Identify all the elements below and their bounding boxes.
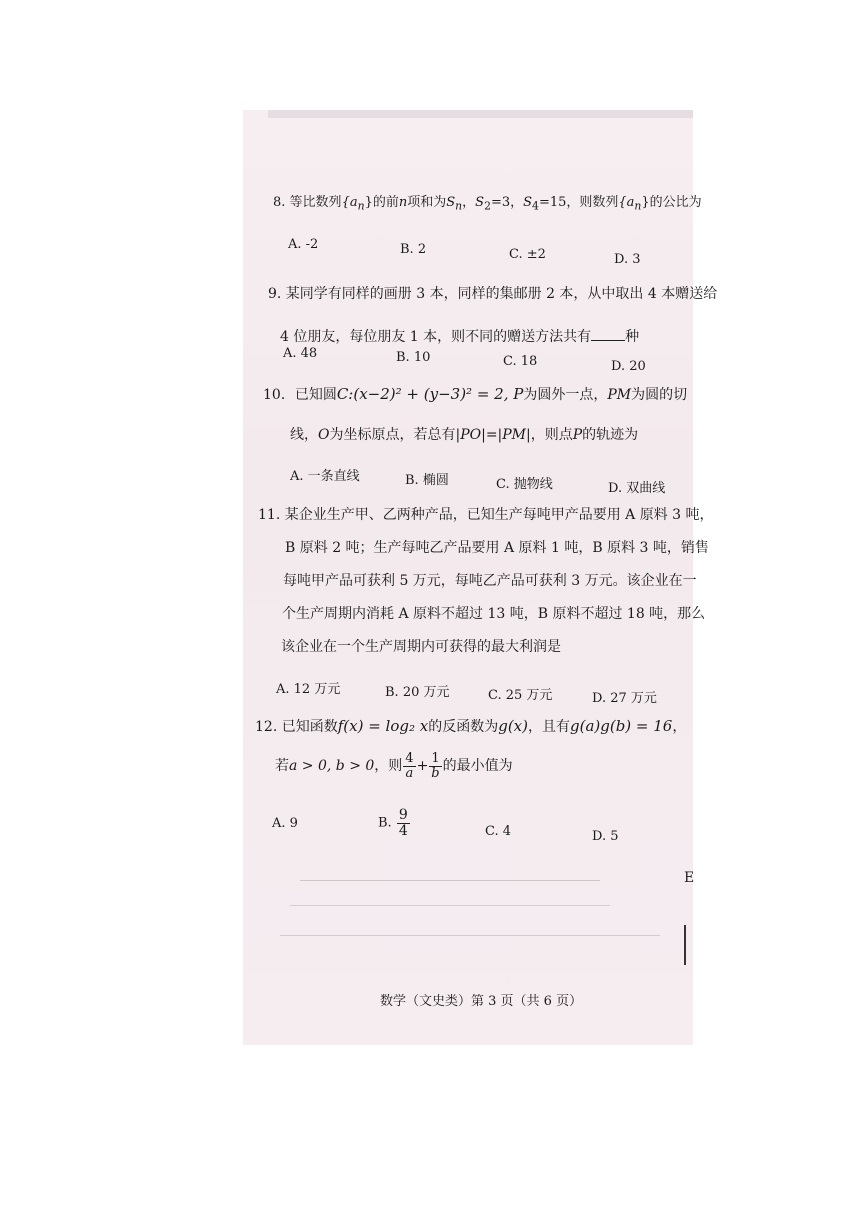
q11-option-b: B. 20 万元 [385, 685, 450, 700]
q9-line-1: 9. 某同学有同样的画册 3 本，同样的集邮册 2 本，从中取出 4 本赠送给 [268, 286, 718, 302]
edge-line [684, 925, 686, 965]
q8-stem: 8. 等比数列$\{a_n\}$的前n项和为$S_n$，$S_2=3$，$S_4=15$，则数列$\{a_n\}$的公比为 [273, 195, 702, 213]
q11-line-3: 每吨甲产品可获利 5 万元，每吨乙产品可获利 3 万元。该企业在一 [283, 573, 697, 589]
bleed-through-lines [280, 935, 660, 936]
q8-option-d: D. 3 [614, 252, 641, 267]
q10-line-1: 10．已知圆C:(x−2)² + (y−3)² = 2, P为圆外一点，PM为圆的切 [263, 385, 688, 403]
q9-line-2: 4 位朋友，每位朋友 1 本，则不同的赠送方法共有 种 [280, 329, 640, 345]
q10-line-2: 线，O为坐标原点，若总有|PO|=|PM|，则点P的轨迹为 [290, 427, 639, 443]
q11-line-5: 该企业在一个生产周期内可获得的最大利润是 [281, 639, 561, 655]
q11-option-d: D. 27 万元 [592, 691, 657, 706]
fraction-4-over-a: $\frac{4}{a}$ [405, 751, 414, 781]
bleed-through-lines [290, 905, 610, 906]
answer-blank [591, 328, 625, 341]
q11-line-1: 11. 某企业生产甲、乙两种产品，已知生产每吨甲产品要用 A 原料 3 吨， [258, 507, 714, 523]
q10-option-b: B. 椭圆 [405, 473, 449, 488]
q8-option-a: A. -2 [288, 237, 319, 252]
q12-line-1: 12. 已知函数f(x) = log₂ x的反函数为g(x)，且有g(a)g(b) = 16， [255, 717, 687, 735]
bleed-through-lines [300, 880, 600, 881]
q9-option-b: B. 10 [396, 350, 431, 365]
q12-option-b: B. $\frac{9}{4}$ [378, 807, 408, 839]
q8-option-b: B. 2 [400, 242, 427, 257]
q12-line-2: 若a > 0, b > 0，则 $\frac{4}{a}$ + $\frac{1}{b}$ 的最小值为 [275, 751, 513, 781]
q12-option-c: C. 4 [485, 824, 512, 839]
q9-option-c: C. 18 [503, 354, 538, 369]
fraction-9-over-4: $\frac{9}{4}$ [398, 807, 408, 839]
q10-option-a: A. 一条直线 [290, 469, 360, 484]
q11-line-2: B 原料 2 吨；生产每吨乙产品要用 A 原料 1 吨，B 原料 3 吨，销售 [285, 540, 709, 556]
page-footer: 数学（文史类）第 3 页（共 6 页） [380, 994, 583, 1009]
edge-letter: E [684, 870, 695, 886]
q12-option-d: D. 5 [592, 829, 619, 844]
q11-option-c: C. 25 万元 [488, 688, 553, 703]
q11-option-a: A. 12 万元 [276, 682, 341, 697]
q8-option-c: C. ±2 [509, 247, 546, 262]
q10-option-d: D. 双曲线 [608, 481, 666, 496]
q10-option-c: C. 抛物线 [496, 477, 553, 492]
q9-option-a: A. 48 [283, 346, 318, 361]
fraction-1-over-b: $\frac{1}{b}$ [431, 751, 440, 781]
q9-option-d: D. 20 [611, 359, 646, 374]
q11-line-4: 个生产周期内消耗 A 原料不超过 13 吨，B 原料不超过 18 吨，那么 [282, 606, 706, 622]
page-top-edge [268, 110, 693, 118]
q12-option-a: A. 9 [272, 816, 298, 831]
